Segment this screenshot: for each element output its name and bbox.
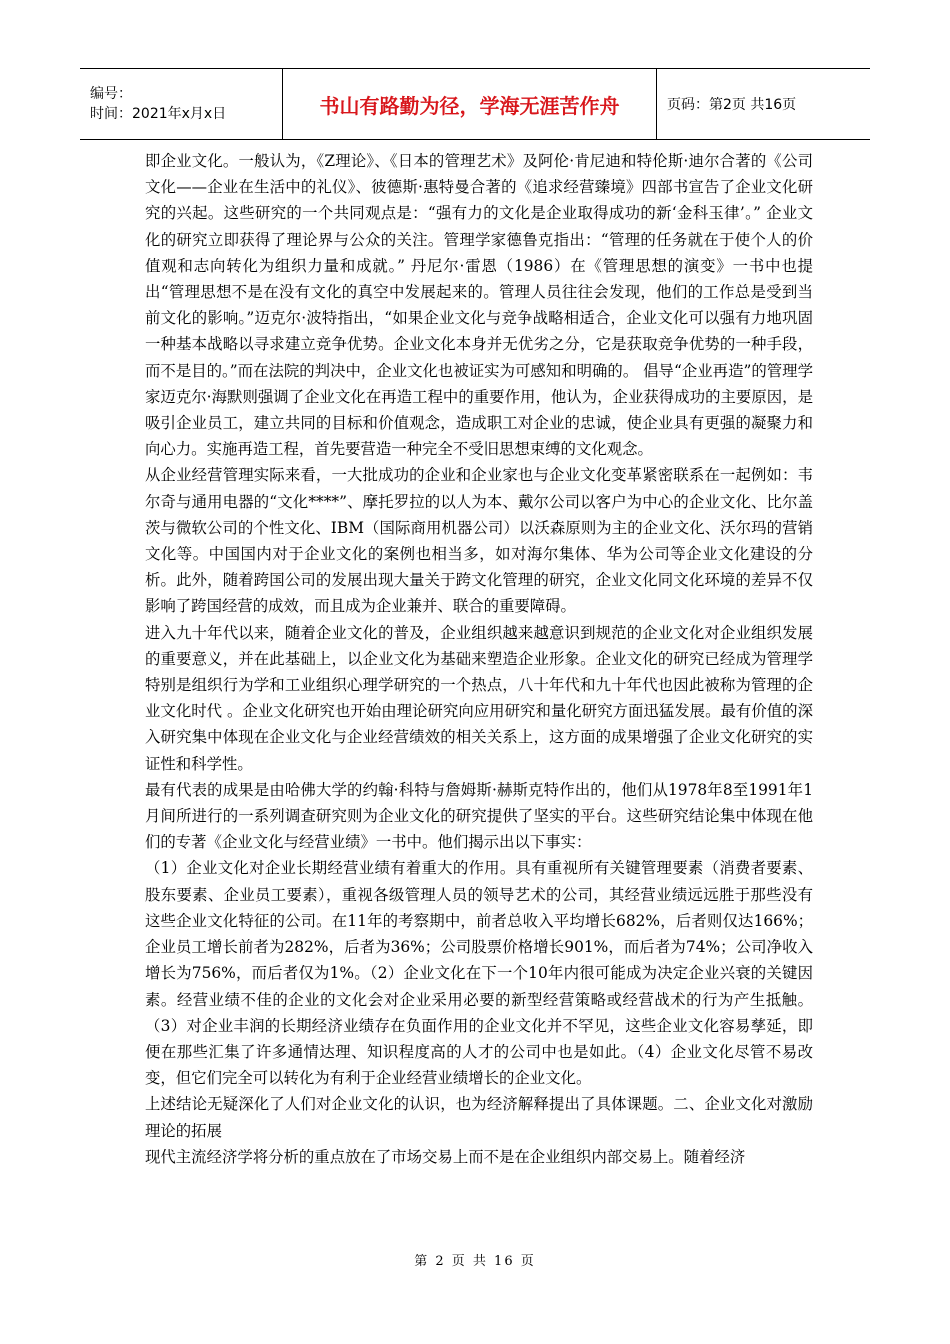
header-page-info: 页码：第2页 共16页	[667, 97, 797, 113]
body-paragraph: 进入九十年代以来，随着企业文化的普及，企业组织越来越意识到规范的企业文化对企业组织发展的重要意义，并在此基础上，以企业文化为基础来塑造企业形象。企业文化的研究已经成为管理学特别是组织行为学和工业组织心理学研究的一个热点，八十年代和九十年代也因此被称为管理的企业文化时代 。企业文化研究也开始由理论研究向应用研究和量化研究方面迅猛发展。最有价值的深入研究集中体现在企业文化与企业经营绩效的相关关系上，这方面的成果增强了企业文化研究的实证性和科学性。	[145, 623, 813, 773]
page-header	[80, 68, 870, 140]
body-paragraph: 从企业经营管理实际来看，一大批成功的企业和企业家也与企业文化变革紧密联系在一起例如：韦尔奇与通用电器的“文化****”、摩托罗拉的以人为本、戴尔公司以客户为中心的企业文化、比尔盖茨与微软公司的个性文化、IBM（国际商用机器公司）以沃森原则为主的企业文化、沃尔玛的营销文化等。中国国内对于企业文化的案例也相当多，如对海尔集体、华为公司等企业文化建设的分析。此外，随着跨国公司的发展出现大量关于跨文化管理的研究，企业文化同文化环境的差异不仅影响了跨国经营的成效，而且成为企业兼并、联合的重要障碍。	[145, 466, 813, 616]
body-paragraph: 上述结论无疑深化了人们对企业文化的认识，也为经济解释提出了具体课题。二、企业文化对激励理论的拓展	[145, 1095, 813, 1140]
document-number-label: 编号：	[90, 86, 132, 102]
header-meta	[80, 69, 283, 139]
body-paragraph: （1）企业文化对企业长期经营业绩有着重大的作用。具有重视所有关键管理要素（消费者要素、股东要素、企业员工要素），重视各级管理人员的领导艺术的公司，其经营业绩远远胜于那些没有这些企业文化特征的公司。在11年的考察期中，前者总收入平均增长682%，后者则仅达166%；企业员工增长前者为282%，后者为36%；公司股票价格增长901%，而后者为74%；公司净收入增长为756%，而后者仅为1%。（2）企业文化在下一个10年内很可能成为决定企业兴衰的关键因素。经营业绩不佳的企业的文化会对企业采用必要的新型经营策略或经营战术的行为产生抵触。（3）对企业丰润的长期经济业绩存在负面作用的企业文化并不罕见，这些企业文化容易孳延，即便在那些汇集了许多通情达理、知识程度高的人才的公司中也是如此。（4）企业文化尽管不易改变，但它们完全可以转化为有利于企业经营业绩增长的企业文化。	[145, 859, 813, 1088]
document-body	[145, 148, 813, 1170]
header-motto: 书山有路勤为径，学海无涯苦作舟	[283, 69, 657, 139]
document-time-label: 时间：2021年x月x日	[90, 106, 227, 122]
body-paragraph: 最有代表的成果是由哈佛大学的约翰·科特与詹姆斯·赫斯克特作出的，他们从1978年8至1991年1月间所进行的一系列调查研究则为企业文化的研究提供了坚实的平台。这些研究结论集中体现在他们的专著《企业文化与经营业绩》一书中。他们揭示出以下事实：	[145, 780, 813, 852]
body-paragraph: 现代主流经济学将分析的重点放在了市场交易上而不是在企业组织内部交易上。随着经济	[145, 1147, 746, 1166]
page-footer: 第 2 页 共 16 页	[414, 1254, 536, 1269]
body-paragraph: 即企业文化。一般认为，《Z理论》、《日本的管理艺术》及阿伦·肯尼迪和特伦斯·迪尔合著的《公司文化——企业在生活中的礼仪》、彼德斯·惠特曼合著的《追求经营臻境》四部书宣告了企业文化研究的兴起。这些研究的一个共同观点是：“强有力的文化是企业取得成功的新‘金科玉律’。” 企业文化的研究立即获得了理论界与公众的关注。管理学家德鲁克指出：“管理的任务就在于使个人的价值观和志向转化为组织力量和成就。” 丹尼尔·雷恩（1986）在《管理思想的演变》一书中也提出“管理思想不是在没有文化的真空中发展起来的。管理人员往往会发现，他们的工作总是受到当前文化的影响。”迈克尔·波特指出，“如果企业文化与竞争战略相适合，企业文化可以强有力地巩固一种基本战略以寻求建立竞争优势。企业文化本身并无优劣之分，它是获取竞争优势的一种手段，而不是目的。”而在法院的判决中，企业文化也被证实为可感知和明确的。 倡导“企业再造”的管理学家迈克尔·海默则强调了企业文化在再造工程中的重要作用，他认为，企业获得成功的主要原因，是吸引企业员工，建立共同的目标和价值观念，造成职工对企业的忠诚，使企业具有更强的凝聚力和向心力。实施再造工程，首先要营造一种完全不受旧思想束缚的文化观念。	[145, 152, 813, 459]
